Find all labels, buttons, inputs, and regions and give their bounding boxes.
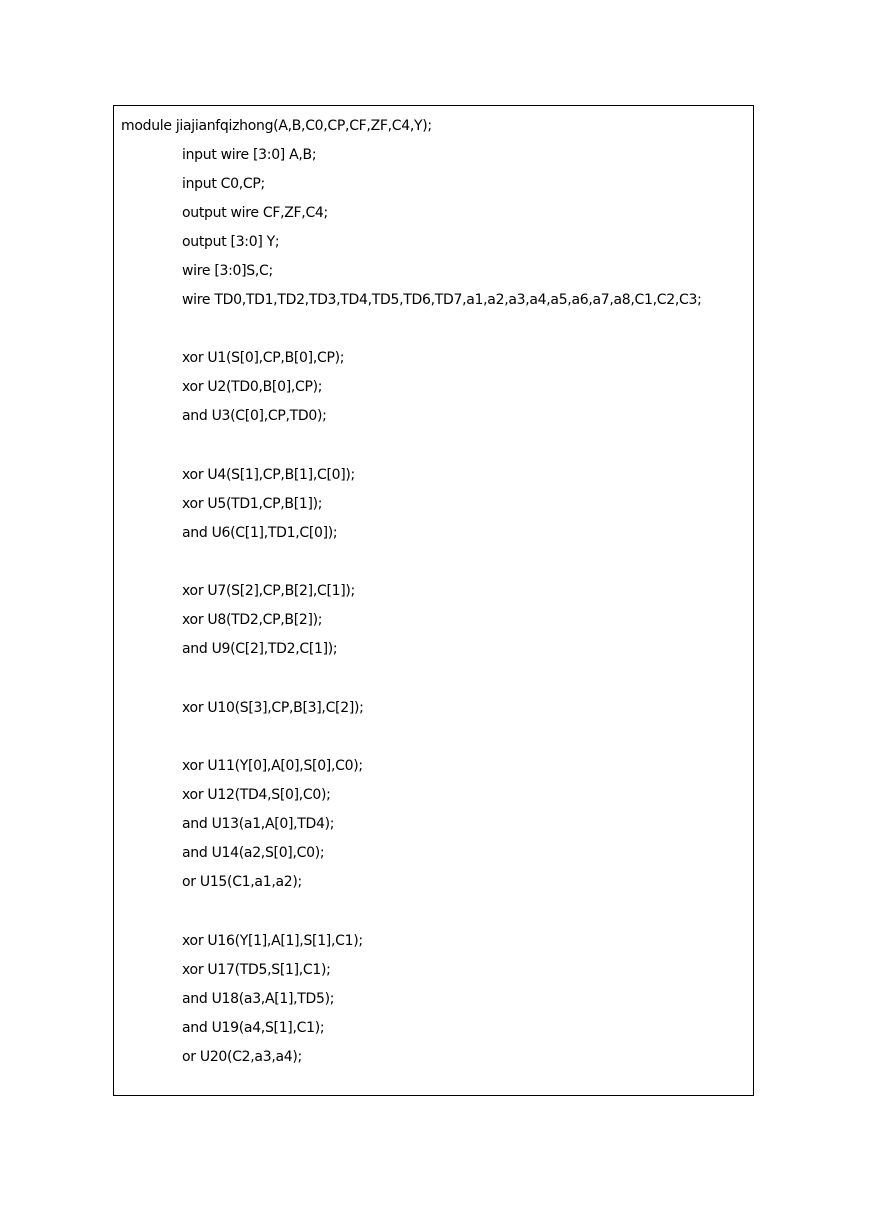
code-line: input C0,CP; <box>182 176 265 192</box>
code-line: or U20(C2,a3,a4); <box>182 1049 302 1065</box>
code-line: xor U10(S[3],CP,B[3],C[2]); <box>182 700 364 716</box>
code-line: and U18(a3,A[1],TD5); <box>182 991 335 1007</box>
module-declaration-line: module jiajianfqizhong(A,B,C0,CP,CF,ZF,C4,Y); <box>121 118 432 134</box>
code-line: and U3(C[0],CP,TD0); <box>182 408 327 424</box>
code-line: and U13(a1,A[0],TD4); <box>182 816 335 832</box>
code-line: xor U4(S[1],CP,B[1],C[0]); <box>182 467 355 483</box>
code-line: xor U11(Y[0],A[0],S[0],C0); <box>182 758 363 774</box>
code-line: wire TD0,TD1,TD2,TD3,TD4,TD5,TD6,TD7,a1,a2,a3,a4,a5,a6,a7,a8,C1,C2,C3; <box>182 292 702 308</box>
code-line: and U19(a4,S[1],C1); <box>182 1020 325 1036</box>
code-line: and U9(C[2],TD2,C[1]); <box>182 641 338 657</box>
code-line: and U6(C[1],TD1,C[0]); <box>182 525 338 541</box>
code-line: wire [3:0]S,C; <box>182 263 273 279</box>
code-line: output [3:0] Y; <box>182 234 280 250</box>
code-line: xor U12(TD4,S[0],C0); <box>182 787 331 803</box>
code-listing-box <box>113 105 754 1096</box>
code-line: xor U1(S[0],CP,B[0],CP); <box>182 350 345 366</box>
code-line: xor U5(TD1,CP,B[1]); <box>182 496 323 512</box>
code-line: xor U8(TD2,CP,B[2]); <box>182 612 323 628</box>
code-line: xor U2(TD0,B[0],CP); <box>182 379 323 395</box>
code-line: or U15(C1,a1,a2); <box>182 874 302 890</box>
code-line: xor U17(TD5,S[1],C1); <box>182 962 331 978</box>
code-line: and U14(a2,S[0],C0); <box>182 845 325 861</box>
code-line: output wire CF,ZF,C4; <box>182 205 328 221</box>
code-line: input wire [3:0] A,B; <box>182 147 317 163</box>
code-line: xor U16(Y[1],A[1],S[1],C1); <box>182 933 363 949</box>
code-line: xor U7(S[2],CP,B[2],C[1]); <box>182 583 355 599</box>
